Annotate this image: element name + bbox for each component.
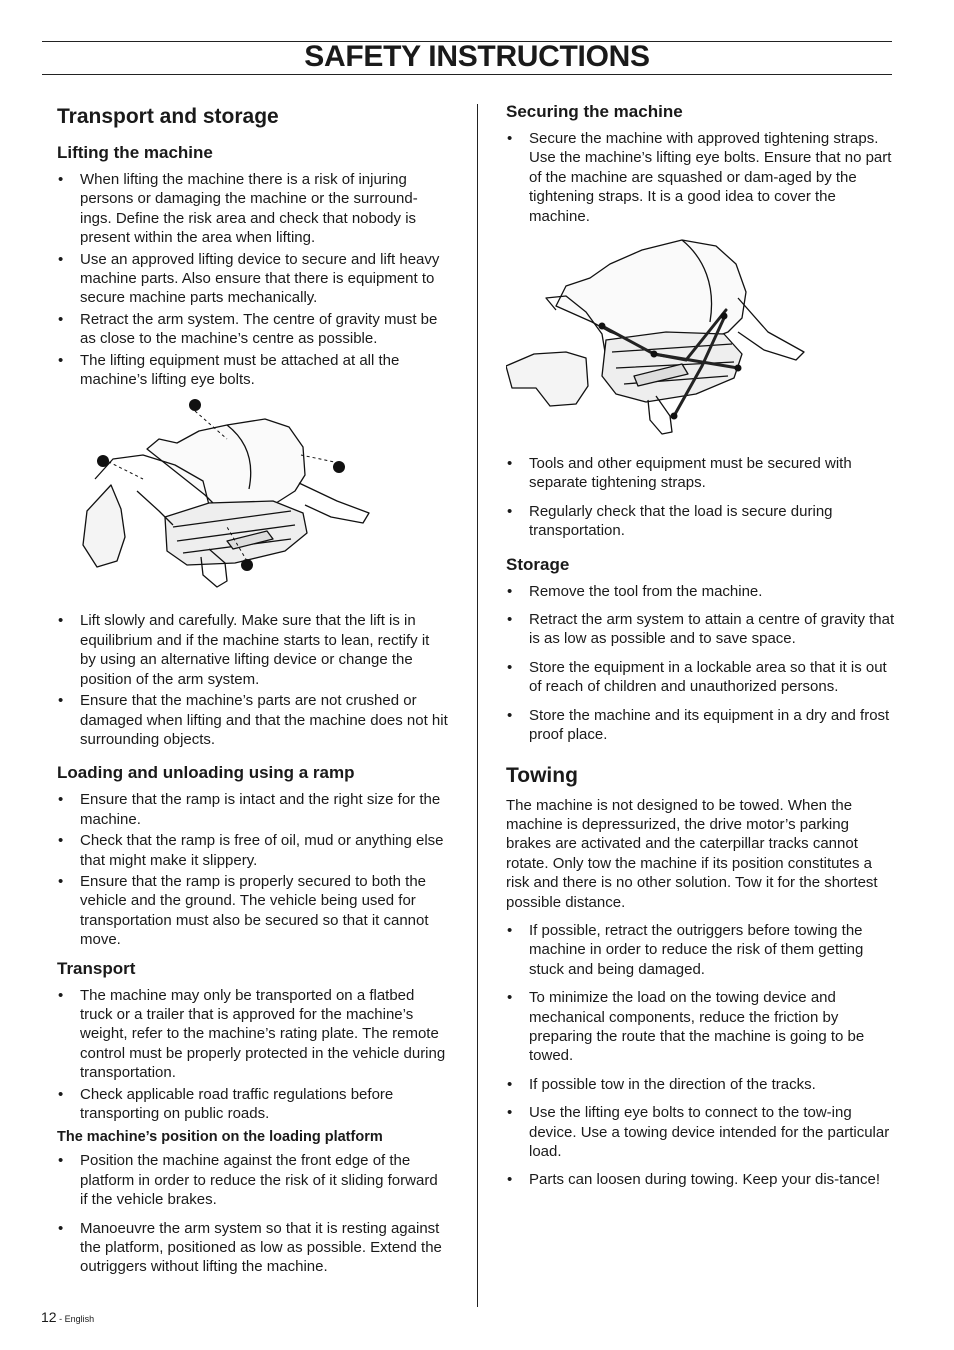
section-title-transport-storage: Transport and storage bbox=[57, 105, 279, 128]
list-item: • Store the machine and its equipment in a dry and frost proof place. bbox=[506, 706, 896, 745]
list-item: • When lifting the machine there is a risk of injuring persons or damaging the machine or the surround-ings. Define the risk area and check that nobody is present within the area when lifting. bbox=[57, 170, 449, 248]
footer-language: - English bbox=[56, 1314, 95, 1324]
list-item: • Retract the arm system. The centre of gravity must be as close to the machine’s centre as possible. bbox=[57, 310, 449, 349]
list-item: • Parts can loosen during towing. Keep your dis-tance! bbox=[506, 1170, 896, 1189]
list-item: • Check applicable road traffic regulations before transporting on public roads. bbox=[57, 1085, 449, 1124]
heading-securing: Securing the machine bbox=[506, 102, 683, 121]
list-item: • Ensure that the machine’s parts are not crushed or damaged when lifting and that the machine does not hit surrounding objects. bbox=[57, 691, 449, 749]
column-divider bbox=[477, 104, 478, 1307]
list-item: • Check that the ramp is free of oil, mud or anything else that might make it slippery. bbox=[57, 831, 449, 870]
storage-list bbox=[506, 582, 896, 745]
lifting-list-continued bbox=[57, 611, 449, 749]
heading-storage: Storage bbox=[506, 554, 570, 574]
heading-lifting: Lifting the machine bbox=[57, 143, 213, 162]
list-item: • Tools and other equipment must be secured with separate tightening straps. bbox=[506, 454, 896, 493]
towing-intro: The machine is not designed to be towed. When the machine is depressurized, the drive motor’s parking brakes are activated and the caterpillar tracks cannot rotate. Only tow the machine if its position constitutes a risk and there is no other solution. Tow it for the shortest possible distance. bbox=[506, 796, 878, 911]
list-item: • Ensure that the ramp is properly secured to both the vehicle and the ground. The vehicle being used for transportation must also be secured so that it cannot move. bbox=[57, 872, 449, 950]
ramp-list bbox=[57, 790, 449, 949]
securing-list-continued bbox=[506, 454, 896, 541]
list-item: • Store the equipment in a lockable area so that it is out of reach of children and unauthorized persons. bbox=[506, 658, 896, 697]
section-title-towing: Towing bbox=[506, 763, 578, 787]
loading-platform-list bbox=[57, 1151, 449, 1276]
list-item: • Regularly check that the load is secure during transportation. bbox=[506, 502, 896, 541]
securing-list bbox=[506, 129, 896, 226]
page-footer bbox=[41, 1309, 94, 1325]
lifting-machine-illustration bbox=[77, 399, 377, 595]
left-column bbox=[57, 100, 449, 1277]
list-item: • Position the machine against the front edge of the platform in order to reduce the risk of it sliding forward if the vehicle brakes. bbox=[57, 1151, 449, 1209]
subheading-loading-platform: The machine’s position on the loading platform bbox=[57, 1129, 383, 1146]
list-item: • Retract the arm system to attain a centre of gravity that is as low as possible and to save space. bbox=[506, 610, 896, 649]
list-item: • Manoeuvre the arm system so that it is resting against the platform, positioned as low as possible. Extend the outriggers without lifting the machine. bbox=[57, 1219, 449, 1277]
lifting-list bbox=[57, 170, 449, 389]
list-item: • Lift slowly and carefully. Make sure that the lift is in equilibrium and if the machine starts to lean, rectify it by using an alternative lifting device or change the position of the arm system. bbox=[57, 611, 449, 689]
list-item: • Secure the machine with approved tightening straps. Use the machine’s lifting eye bolts. Ensure that no part of the machine are squashed or dam-aged by the tightening straps. It is a good idea to cover the machine. bbox=[506, 129, 896, 226]
securing-machine-illustration bbox=[506, 236, 806, 436]
list-item: • Ensure that the ramp is intact and the right size for the machine. bbox=[57, 790, 449, 829]
list-item: • If possible, retract the outriggers before towing the machine in order to reduce the risk of them getting stuck and being damaged. bbox=[506, 921, 896, 979]
list-item: • Remove the tool from the machine. bbox=[506, 582, 896, 601]
list-item: • Use the lifting eye bolts to connect to the tow-ing device. Use a towing device intended for the particular load. bbox=[506, 1103, 896, 1161]
heading-transport: Transport bbox=[57, 958, 136, 978]
towing-list bbox=[506, 921, 896, 1190]
list-item: • If possible tow in the direction of the tracks. bbox=[506, 1075, 896, 1094]
heading-loading-ramp: Loading and unloading using a ramp bbox=[57, 763, 355, 783]
title-rule bbox=[42, 74, 892, 75]
list-item: • To minimize the load on the towing device and mechanical components, reduce the friction by preparing the route that the machine is going to be towed. bbox=[506, 988, 896, 1066]
transport-list bbox=[57, 986, 449, 1124]
page-number: 12 bbox=[41, 1309, 57, 1325]
list-item: • The machine may only be transported on a flatbed truck or a trailer that is approved for the machine’s weight, refer to the machine’s rating plate. The remote control must be properly protected in the vehicle during transportation. bbox=[57, 986, 449, 1083]
page-title: SAFETY INSTRUCTIONS bbox=[304, 40, 650, 73]
list-item: • Use an approved lifting device to secure and lift heavy machine parts. Also ensure that there is equipment to secure machine parts mechanically. bbox=[57, 250, 449, 308]
list-item: • The lifting equipment must be attached at all the machine’s lifting eye bolts. bbox=[57, 351, 449, 390]
right-column bbox=[506, 102, 896, 1190]
